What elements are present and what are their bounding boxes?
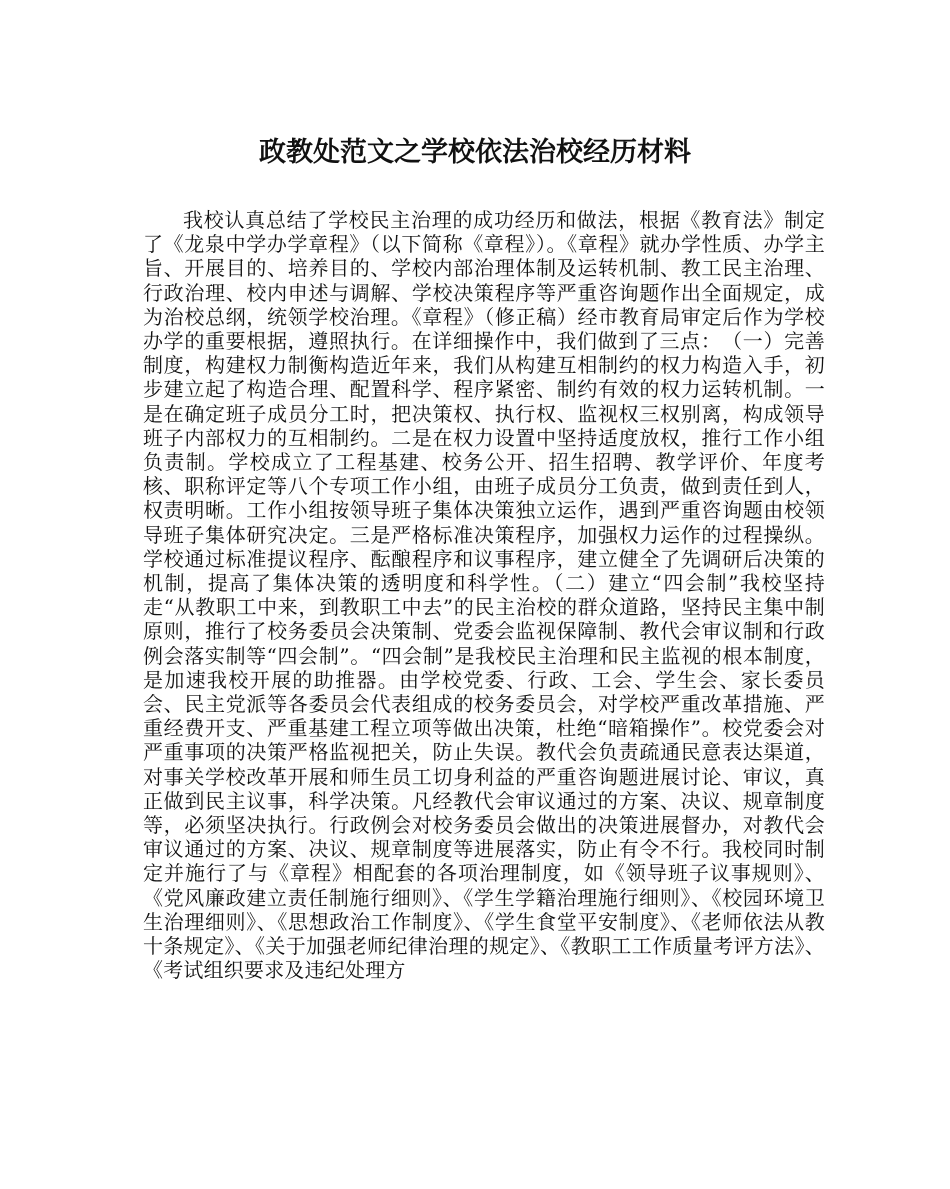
document-body-paragraph: 我校认真总结了学校民主治理的成功经历和做法，根据《教育法》制定了《龙泉中学办学章程》（以下简称《章程》）。《章程》就办学性质、办学主旨、开展目的、培养目的、学校内部治理体制及运转机制、教工民主治理、行政治理、校内申述与调解、学校决策程序等严重咨询题作出全面规定，成为治校总纲，统领学校治理。《章程》（修正稿）经市教育局审定后作为学校办学的重要根据，遵照执行。在详细操作中，我们做到了三点： （一）完善制度，构建权力制衡构造近年来，我们从构建互相制约的权力构造入手，初步建立起了构造合理、配置科学、程序紧密、制约有效的权力运转机制。一是在确定班子成员分工时，把决策权、执行权、监视权三权别离，构成领导班子内部权力的互相制约。二是在权力设置中坚持适度放权，推行工作小组负责制。学校成立了工程基建、校务公开、招生招聘、教学评价、年度考核、职称评定等八个专项工作小组，由班子成员分工负责，做到责任到人，权责明晰。工作小组按领导班子集体决策独立运作，遇到严重咨询题由校领导班子集体研究决定。三是严格标准决策程序，加强权力运作的过程操纵。学校通过标准提议程序、酝酿程序和议事程序，建立健全了先调研后决策的机制，提高了集体决策的透明度和科学性。（二）建立“四会制”我校坚持走“从教职工中来，到教职工中去”的民主治校的群众道路，坚持民主集中制原则，推行了校务委员会决策制、党委会监视保障制、教代会审议制和行政例会落实制等“四会制”。“四会制”是我校民主治理和民主监视的根本制度，是加速我校开展的助推器。由学校党委、行政、工会、学生会、家长委员会、民主党派等各委员会代表组成的校务委员会，对学校严重改革措施、严重经费开支、严重基建工程立项等做出决策，杜绝“暗箱操作”。校党委会对严重事项的决策严格监视把关，防止失误。教代会负责疏通民意表达渠道，对事关学校改革开展和师生员工切身利益的严重咨询题进展讨论、审议，真正做到民主议事，科学决策。凡经教代会审议通过的方案、决议、规章制度等，必须坚决执行。行政例会对校务委员会做出的决策进展督办，对教代会审议通过的方案、决议、规章制度等进展落实，防止有令不行。我校同时制定并施行了与《章程》相配套的各项治理制度，如《领导班子议事规则》、《党风廉政建立责任制施行细则》、《学生学籍治理施行细则》、《校园环境卫生治理细则》、《思想政治工作制度》、《学生食堂平安制度》、《老师依法从教十条规定》、《关于加强老师纪律治理的规定》、《教职工工作质量考评方法》、《考试组织要求及违纪处理方 xyxy=(143,208,825,983)
document-title: 政教处范文之学校依法治校经历材料 xyxy=(259,137,691,168)
